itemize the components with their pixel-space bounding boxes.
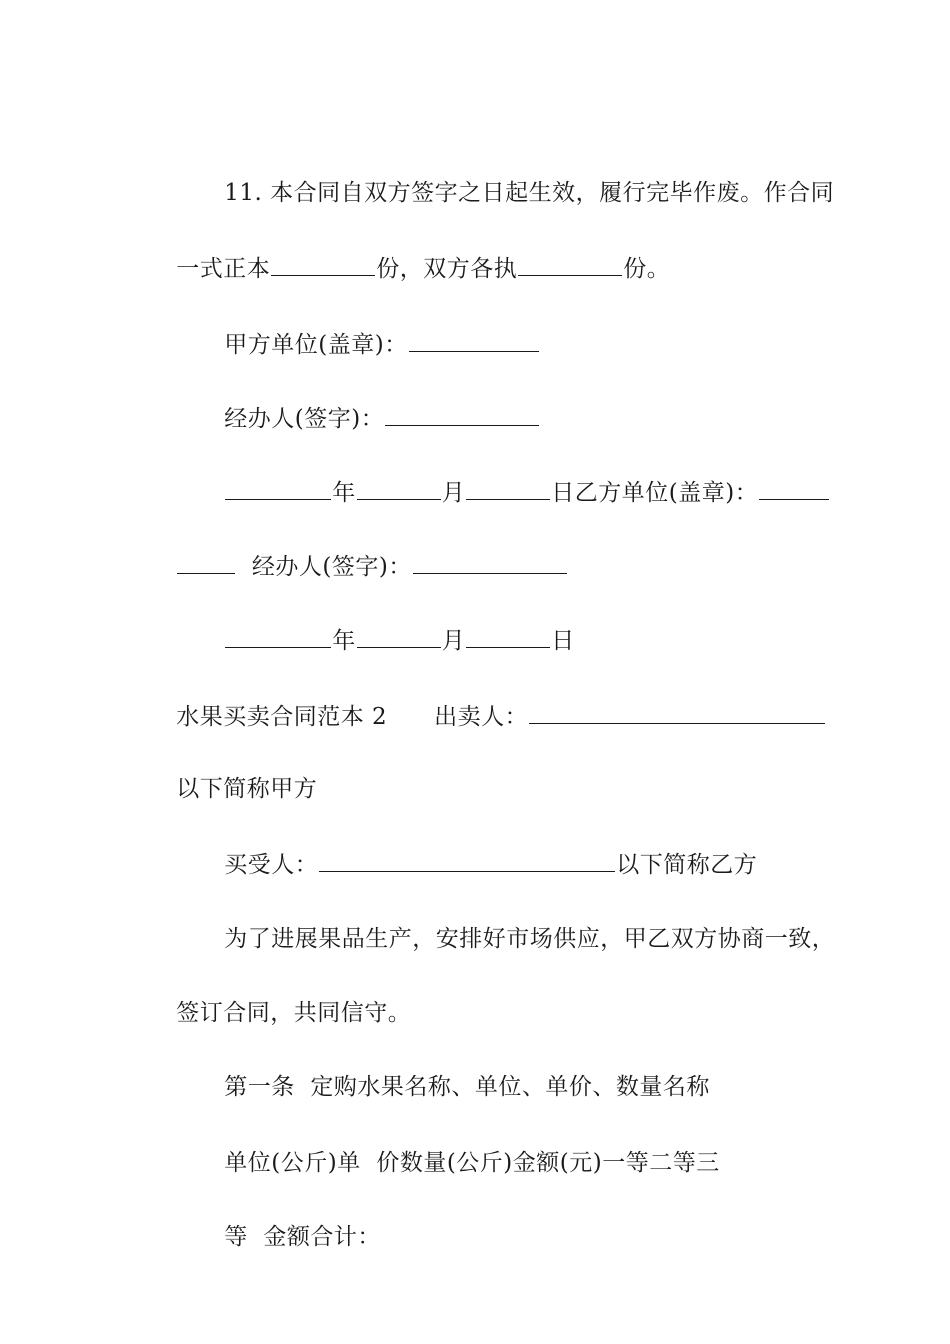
each-party-copies-blank[interactable] <box>518 247 622 276</box>
party-a-alias: 以下简称甲方 <box>176 776 318 802</box>
preamble-line-2 <box>145 953 412 1026</box>
party-b-agent-blank[interactable] <box>413 545 567 574</box>
party-b-unit-blank-end[interactable] <box>177 545 235 574</box>
copies-each-label: 份，双方各执 <box>376 256 518 282</box>
year-label-2: 年 <box>332 628 356 654</box>
party-a-day-blank[interactable] <box>466 471 550 500</box>
clause-11-text: 11. 本合同自双方签字之日起生效，履行完毕作废。作合同 <box>224 180 835 206</box>
party-b-agent-label: 经办人(签字)： <box>251 554 412 580</box>
seller-label: 出卖人： <box>434 704 529 730</box>
party-a-month-blank[interactable] <box>357 471 441 500</box>
preamble-text-1: 为了进展果品生产，安排好市场供应，甲乙双方协商一致， <box>224 926 836 952</box>
party-a-agent-blank[interactable] <box>385 397 539 426</box>
party-a-unit-line <box>193 283 540 358</box>
table-header-text: 单位(公斤)单 价数量(公斤)金额(元)一等二等三 <box>224 1150 720 1176</box>
copies-line <box>145 207 671 282</box>
day-label-2: 日 <box>551 628 575 654</box>
party-b-unit-label: 日乙方单位(盖章)： <box>551 480 759 506</box>
copies-end-label: 份。 <box>623 256 671 282</box>
original-copies-blank[interactable] <box>271 247 375 276</box>
clause-11-line <box>193 133 835 206</box>
article-1-heading-line <box>193 1027 710 1100</box>
party-b-agent-line <box>145 505 568 580</box>
copies-label: 一式正本 <box>176 256 271 282</box>
party-a-alias-line <box>145 729 318 802</box>
month-label: 月 <box>441 480 466 506</box>
total-amount-line <box>193 1177 381 1250</box>
total-amount-text: 等 金额合计： <box>224 1224 381 1250</box>
table-header-line <box>193 1103 720 1176</box>
party-a-agent-label: 经办人(签字)： <box>224 406 385 432</box>
party-b-day-blank[interactable] <box>466 619 550 648</box>
party-a-unit-label: 甲方单位(盖章)： <box>224 332 408 358</box>
party-a-agent-line <box>193 357 540 432</box>
month-label-2: 月 <box>441 628 466 654</box>
buyer-blank[interactable] <box>319 843 615 872</box>
buyer-label: 买受人： <box>224 852 319 878</box>
preamble-text-2: 签订合同，共同信守。 <box>176 1000 412 1026</box>
party-b-year-blank[interactable] <box>225 619 331 648</box>
article-1-heading: 第一条 定购水果名称、单位、单价、数量名称 <box>224 1074 710 1100</box>
party-a-year-blank[interactable] <box>225 471 331 500</box>
contract-2-title: 水果买卖合同范本 2 <box>176 704 388 730</box>
buyer-line <box>193 803 758 878</box>
party-b-alias: 以下简称乙方 <box>616 852 758 878</box>
party-b-month-blank[interactable] <box>357 619 441 648</box>
party-b-date-line <box>193 579 575 654</box>
party-a-unit-blank[interactable] <box>409 323 539 352</box>
year-label: 年 <box>332 480 356 506</box>
contract-2-title-line <box>145 655 826 730</box>
party-b-unit-blank-start[interactable] <box>759 471 829 500</box>
preamble-line-1 <box>193 879 836 952</box>
party-a-date-line <box>193 431 830 506</box>
seller-blank[interactable] <box>529 695 825 724</box>
